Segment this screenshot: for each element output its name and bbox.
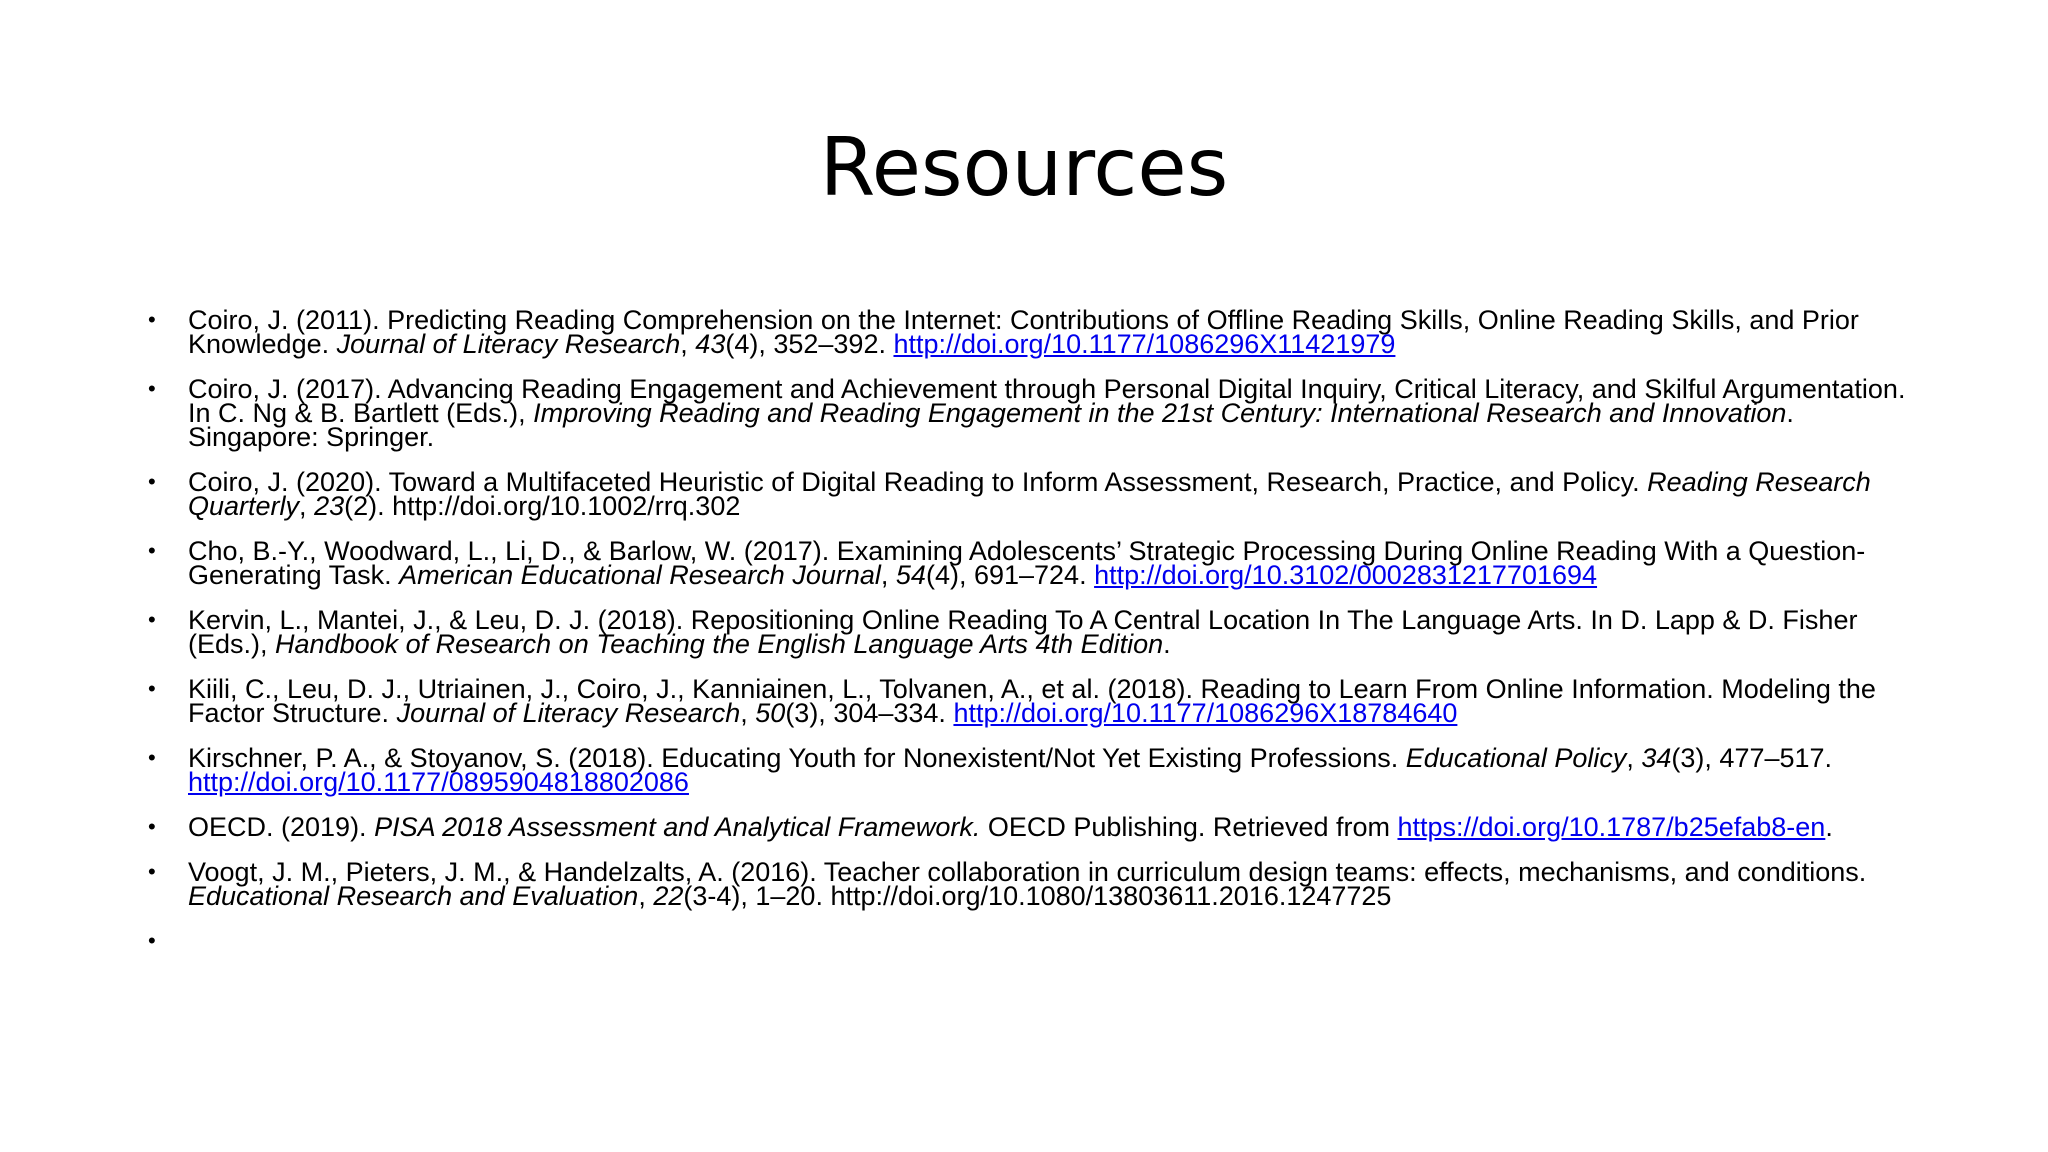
reference-text: . — [1163, 629, 1171, 659]
reference-text: Voogt, J. M., Pieters, J. M., & Handelzalts, A. (2016). Teacher collaboration in curriculum design teams: effects, mechanisms, and conditions. — [188, 857, 1867, 887]
reference-text: Kiili, C., Leu, D. J., Utriainen, J., Coiro, J., Kanniainen, L., Tolvanen, A., et al. (2018). Reading to Learn From Online Information. Modeling the Factor Structure. — [188, 674, 1876, 728]
reference-text: , — [638, 881, 654, 911]
doi-link[interactable]: http://doi.org/10.1177/1086296X11421979 — [893, 329, 1396, 359]
reference-list — [145, 305, 1925, 974]
reference-text: , — [1626, 743, 1642, 773]
reference-text: Coiro, J. (2017). Advancing Reading Engagement and Achievement through Personal Digital Inquiry, Critical Literacy, and Skilful Argumentation. In C. Ng & B. Bartlett (Eds.), — [188, 374, 1906, 428]
reference-text: , — [880, 560, 896, 590]
reference-text: (3-4), 1–20. http://doi.org/10.1080/13803611.2016.1247725 — [683, 881, 1392, 911]
bullet-icon: • — [148, 607, 156, 632]
reference-item — [145, 305, 1925, 359]
reference-text: (2). http://doi.org/10.1002/rrq.302 — [344, 491, 741, 521]
reference-text: Coiro, J. (2020). Toward a Multifaceted Heuristic of Digital Reading to Inform Assessment, Research, Practice, and Policy. — [188, 467, 1648, 497]
reference-text: , — [740, 698, 756, 728]
bullet-icon: • — [148, 469, 156, 494]
bullet-icon: • — [148, 376, 156, 401]
reference-text: , — [299, 491, 315, 521]
reference-item — [145, 467, 1925, 521]
volume-number: 54 — [895, 560, 926, 590]
bullet-icon: • — [148, 928, 156, 953]
doi-link[interactable]: http://doi.org/10.1177/1086296X18784640 — [953, 698, 1458, 728]
bullet-icon: • — [148, 814, 156, 839]
journal-title: Reading Research Quarterly — [188, 467, 1871, 521]
reference-text: Coiro, J. (2011). Predicting Reading Comprehension on the Internet: Contributions of Offline Reading Skills, Online Reading Skills, and Prior Knowledge. — [188, 305, 1859, 359]
reference-text: Cho, B.-Y., Woodward, L., Li, D., & Barlow, W. (2017). Examining Adolescents’ Strategic Processing During Online Reading With a Question-Generating Task. — [188, 536, 1866, 590]
journal-title: Journal of Literacy Research — [336, 329, 681, 359]
book-title: PISA 2018 Assessment and Analytical Framework. — [374, 812, 981, 842]
bullet-icon: • — [148, 676, 156, 701]
book-title: Improving Reading and Reading Engagement in the 21st Century: International Research and Innovation — [533, 398, 1787, 428]
reference-item — [145, 674, 1925, 728]
reference-item — [145, 857, 1925, 911]
doi-link[interactable]: http://doi.org/10.1177/0895904818802086 — [188, 767, 689, 797]
reference-text: (4), 691–724. — [925, 560, 1095, 590]
volume-number: 22 — [653, 881, 684, 911]
reference-text: (3), 304–334. — [785, 698, 954, 728]
doi-link[interactable]: http://doi.org/10.3102/0002831217701694 — [1094, 560, 1598, 590]
reference-item — [145, 743, 1925, 797]
bullet-icon: • — [148, 307, 156, 332]
reference-item — [145, 605, 1925, 659]
reference-item — [145, 812, 1925, 842]
bullet-icon: • — [148, 745, 156, 770]
reference-text: OECD. (2019). — [188, 812, 375, 842]
volume-number: 43 — [695, 329, 726, 359]
reference-text: Kirschner, P. A., & Stoyanov, S. (2018). Educating Youth for Nonexistent/Not Yet Existing Professions. — [188, 743, 1406, 773]
reference-text: OECD Publishing. Retrieved from — [980, 812, 1398, 842]
volume-number: 50 — [755, 698, 786, 728]
reference-text: Kervin, L., Mantei, J., & Leu, D. J. (2018). Repositioning Online Reading To A Central Location In The Language Arts. In D. Lapp & D. Fisher (Eds.), — [188, 605, 1858, 659]
volume-number: 34 — [1641, 743, 1672, 773]
journal-title: Journal of Literacy Research — [396, 698, 741, 728]
bullet-icon: • — [148, 859, 156, 884]
reference-text: . Singapore: Springer. — [188, 398, 1794, 452]
journal-title: Educational Policy — [1405, 743, 1627, 773]
journal-title: American Educational Research Journal — [399, 560, 881, 590]
reference-item — [145, 536, 1925, 590]
slide-title: Resources — [819, 121, 1229, 214]
reference-text: . — [1825, 812, 1833, 842]
book-title: Handbook of Research on Teaching the English Language Arts 4th Edition — [275, 629, 1164, 659]
empty-reference-item — [145, 929, 1925, 953]
reference-text: (4), 352–392. — [725, 329, 894, 359]
journal-title: Educational Research and Evaluation — [188, 881, 639, 911]
bullet-icon: • — [148, 538, 156, 563]
volume-number: 23 — [314, 491, 345, 521]
reference-text: , — [680, 329, 696, 359]
doi-link[interactable]: https://doi.org/10.1787/b25efab8-en — [1397, 812, 1826, 842]
reference-item — [145, 374, 1925, 452]
reference-text: (3), 477–517. — [1671, 743, 1833, 773]
